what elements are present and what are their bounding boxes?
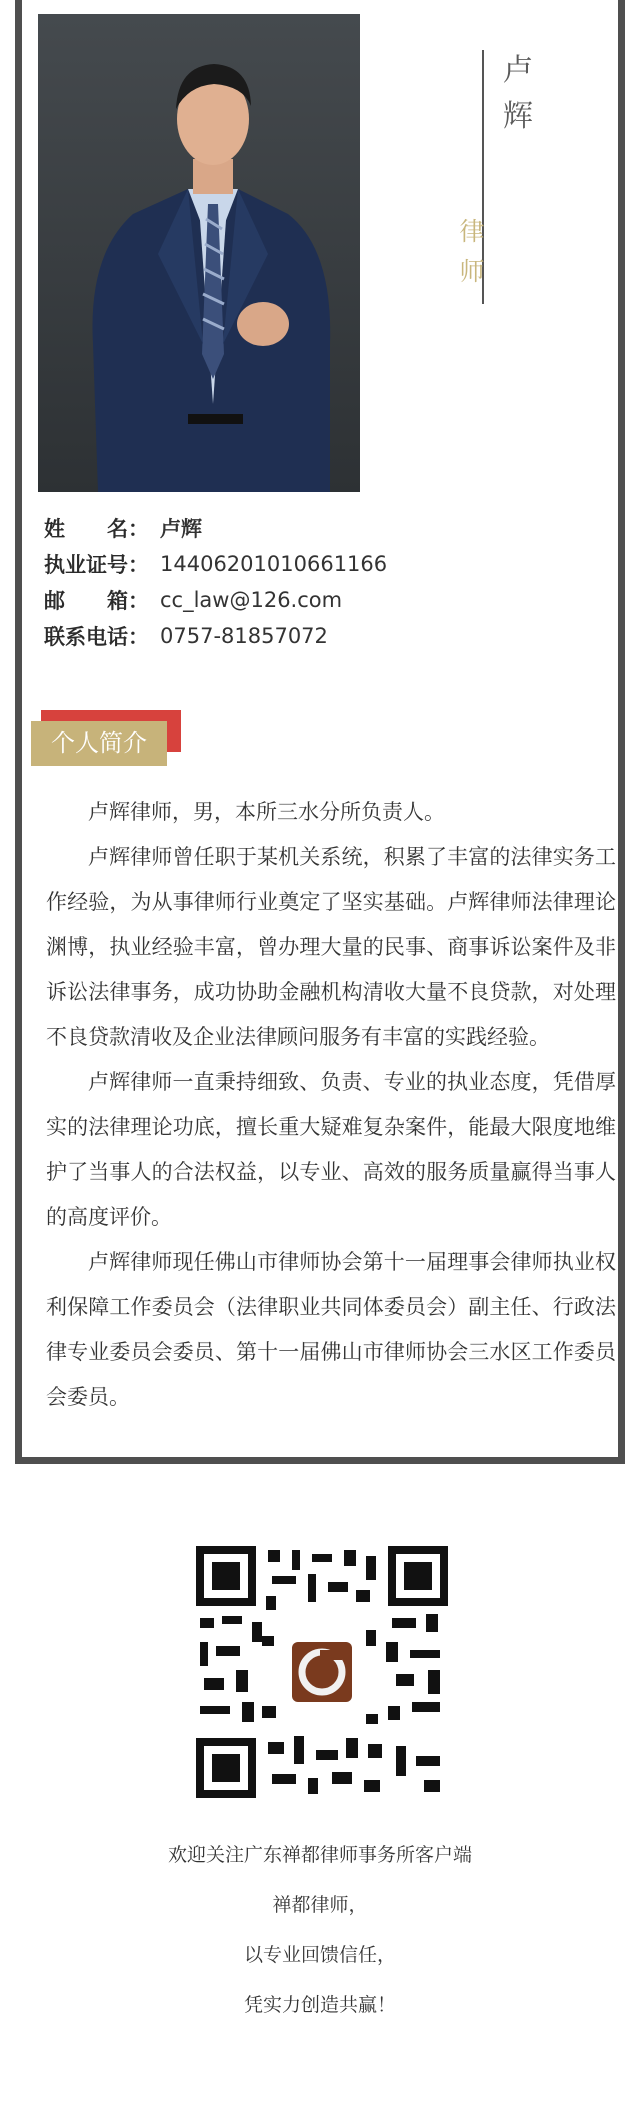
bio-paragraph: 卢辉律师现任佛山市律师协会第十一届理事会律师执业权利保障工作委员会（法律职业共同体委员会）副主任、行政法律专业委员会委员、第十一届佛山市律师协会三水区工作委员会委员。 xyxy=(46,1250,616,1409)
info-label: 执业证号： xyxy=(44,553,149,577)
info-row-license xyxy=(44,546,387,582)
name-char: 辉 xyxy=(503,99,533,134)
lawyer-name-vertical xyxy=(495,48,541,140)
bio-text xyxy=(46,790,616,1420)
info-label: 姓 名： xyxy=(44,517,149,541)
section-heading xyxy=(31,710,211,766)
bio-paragraph: 卢辉律师曾任职于某机关系统，积累了丰富的法律实务工作经验，为从事律师行业奠定了坚实基础。卢辉律师法律理论渊博，执业经验丰富，曾办理大量的民事、商事诉讼案件及非诉讼法律事务，成功协助金融机构清收大量不良贷款，对处理不良贷款清收及企业法律顾问服务有丰富的实践经验。 xyxy=(46,845,616,1049)
info-label: 联系电话： xyxy=(44,625,149,649)
footer-line: 禅都律师， xyxy=(272,1894,368,1916)
contact-info xyxy=(44,510,387,654)
qr-code xyxy=(196,1546,448,1798)
footer-line: 凭实力创造共赢！ xyxy=(243,1994,396,2016)
lawyer-title-vertical xyxy=(452,212,492,292)
info-row-name xyxy=(44,510,387,546)
email-link[interactable]: cc_law@126.com xyxy=(160,588,343,612)
phone-link[interactable]: 0757-81857072 xyxy=(160,624,328,648)
profile-card xyxy=(15,0,625,1464)
footer-slogan xyxy=(0,1830,640,2030)
title-char: 师 xyxy=(459,257,485,286)
info-row-email xyxy=(44,582,387,618)
heading-title: 个人简介 xyxy=(31,721,167,766)
bio-paragraph: 卢辉律师一直秉持细致、负责、专业的执业态度，凭借厚实的法律理论功底，擅长重大疑难复杂案件，能最大限度地维护了当事人的合法权益，以专业、高效的服务质量赢得当事人的高度评价。 xyxy=(46,1070,616,1229)
name-char: 卢 xyxy=(503,53,533,88)
info-value: 14406201010661166 xyxy=(160,552,388,576)
info-row-phone xyxy=(44,618,387,654)
info-value: 卢辉 xyxy=(160,517,202,541)
info-label: 邮 箱： xyxy=(44,589,149,613)
footer-line: 欢迎关注广东禅都律师事务所客户端 xyxy=(167,1844,472,1866)
bio-paragraph: 卢辉律师，男，本所三水分所负责人。 xyxy=(88,800,445,824)
lawyer-portrait-photo xyxy=(38,14,360,492)
footer-line: 以专业回馈信任， xyxy=(243,1944,396,1966)
title-char: 律 xyxy=(459,217,485,246)
